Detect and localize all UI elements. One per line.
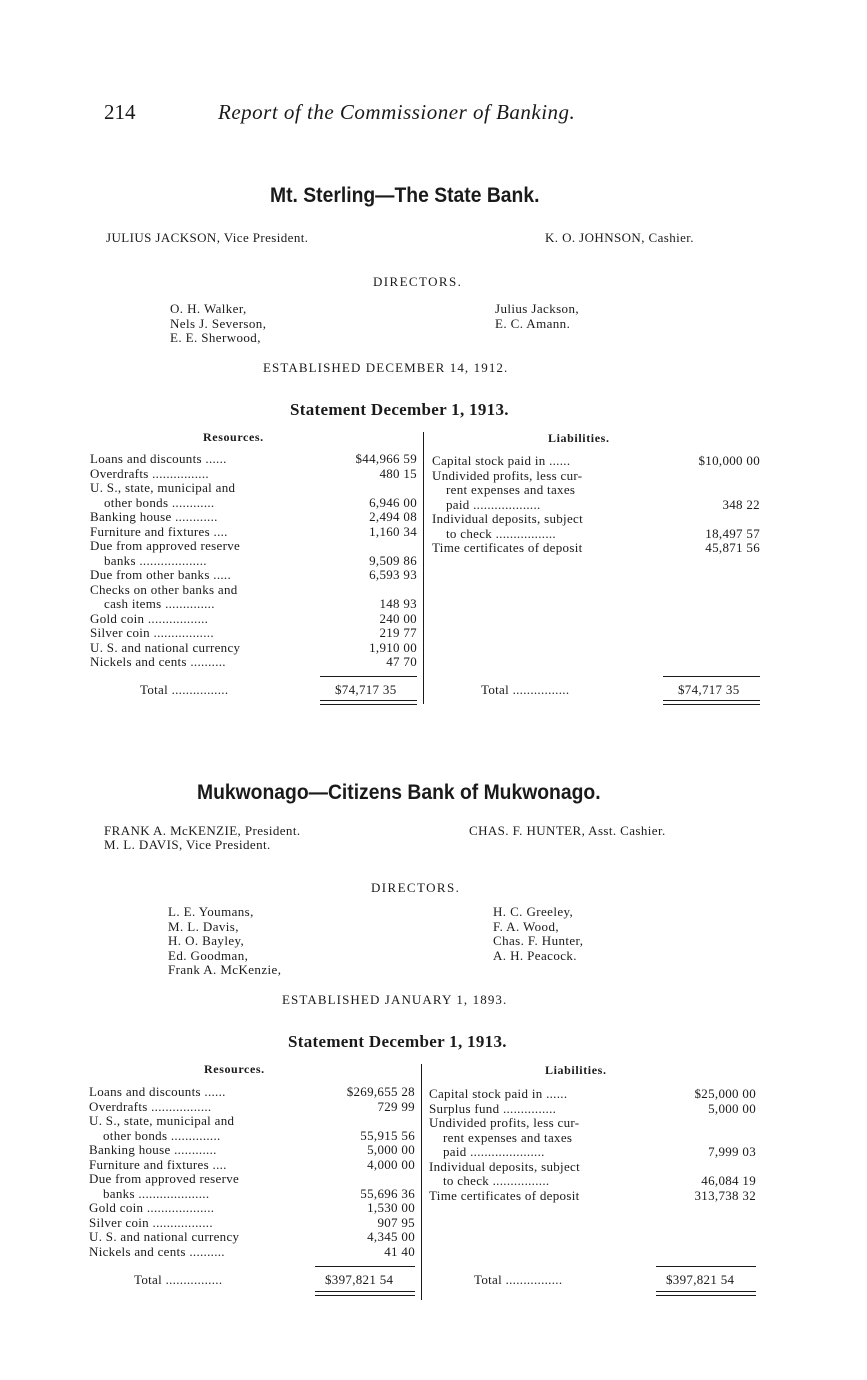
item-amount: 1,910 00 [369,639,417,655]
item-label: paid ................... [446,496,541,512]
item-amount: 6,593 93 [369,567,417,582]
table-row [429,1189,756,1204]
item-label: Capital stock paid in ...... [432,453,571,468]
table-row [89,1143,415,1158]
item-label: Silver coin ................. [90,625,214,640]
item-amount: 4,000 00 [367,1156,415,1172]
table-row [90,568,417,583]
item-amount: 55,915 56 [360,1127,415,1143]
item-label: Capital stock paid in ...... [429,1086,568,1101]
item-amount: 9,509 86 [369,552,417,568]
item-amount: $10,000 00 [698,453,760,468]
table-row [90,626,417,641]
page-number: 214 [104,100,136,124]
table-row [89,1172,415,1187]
table-row [89,1100,415,1115]
established-date: ESTABLISHED JANUARY 1, 1893. [282,992,508,1007]
item-label: Overdrafts ................. [89,1098,212,1114]
director: E. C. Amann. [495,315,571,331]
director: H. C. Greeley, [493,904,574,919]
officer-president: FRANK A. McKENZIE, President. [104,823,301,838]
item-label: Nickels and cents .......... [89,1243,225,1259]
item-amount: $44,966 59 [355,451,417,466]
table-row [429,1131,756,1146]
total-label: Total ................ [481,682,570,697]
item-label: Loans and discounts ...... [90,451,227,466]
table-row [429,1116,756,1131]
table-row [432,454,760,469]
item-amount: 729 99 [377,1098,415,1114]
table-row [429,1174,756,1189]
item-label: banks .................... [103,1185,210,1201]
item-amount: $269,655 28 [346,1084,415,1099]
column-divider [423,432,424,704]
item-label: U. S. and national currency [90,639,241,655]
established-date: ESTABLISHED DECEMBER 14, 1912. [263,360,509,375]
total-liabilities: $74,717 35 [678,682,740,697]
resources-table [90,452,417,670]
director: O. H. Walker, [170,301,247,316]
item-amount: 18,497 57 [705,525,760,541]
item-amount: 219 77 [379,625,417,640]
table-row [432,469,760,484]
subtotal-rule [315,1266,415,1267]
table-row [89,1187,415,1202]
table-row [90,496,417,511]
item-amount: 55,696 36 [360,1185,415,1201]
table-row [90,525,417,540]
table-row [432,541,760,556]
item-label: Gold coin ................... [89,1200,215,1215]
directors-heading: DIRECTORS. [371,880,461,895]
table-row [89,1085,415,1100]
item-label: Nickels and cents .......... [90,654,226,669]
subtotal-rule [656,1266,756,1267]
director: M. L. Davis, [168,918,239,934]
running-title: Report of the Commissioner of Banking. [218,100,576,124]
item-label: Individual deposits, subject [429,1158,581,1174]
table-row [89,1129,415,1144]
item-label: Loans and discounts ...... [89,1084,226,1099]
item-amount: 41 40 [384,1243,415,1259]
item-label: Due from approved reserve [90,538,241,553]
table-row [89,1201,415,1216]
officer-asst-cashier: CHAS. F. HUNTER, Asst. Cashier. [469,823,666,838]
item-label: to check ................ [443,1173,550,1188]
directors-heading: DIRECTORS. [373,274,463,289]
director: F. A. Wood, [493,918,560,934]
item-label: Gold coin ................. [90,610,209,626]
table-row [90,510,417,525]
item-amount: 148 93 [379,596,417,611]
item-label: Overdrafts ................ [90,465,209,481]
bank-title: Mukwonago—Citizens Bank of Mukwonago. [197,781,601,804]
total-label: Total ................ [134,1272,223,1287]
item-label: Undivided profits, less cur- [432,467,583,483]
subtotal-rule [320,676,417,677]
item-amount: 240 00 [379,610,417,626]
table-row [90,467,417,482]
item-label: Due from approved reserve [89,1171,240,1186]
item-label: U. S., state, municipal and [89,1113,235,1128]
item-label: rent expenses and taxes [446,482,576,497]
double-rule [320,700,417,705]
double-rule [663,700,760,705]
statement-title: Statement December 1, 1913. [290,400,509,419]
table-row [90,655,417,670]
item-label: cash items .............. [104,596,215,611]
item-amount: 6,946 00 [369,494,417,510]
director: L. E. Youmans, [168,904,254,919]
officer-vice-president: JULIUS JACKSON, Vice President. [106,230,309,245]
item-label: Checks on other banks and [90,581,238,597]
table-row [429,1087,756,1102]
item-amount: 5,000 00 [708,1100,756,1116]
table-row [89,1114,415,1129]
item-label: U. S., state, municipal and [90,480,236,495]
table-row [89,1245,415,1260]
table-row [90,539,417,554]
item-amount: 47 70 [386,654,417,669]
table-row [90,612,417,627]
table-row [429,1160,756,1175]
liabilities-heading: Liabilities. [545,1063,607,1077]
table-row [90,554,417,569]
item-amount: 45,871 56 [705,540,760,555]
liabilities-table [429,1087,756,1203]
item-amount: 313,738 32 [694,1187,756,1203]
item-label: U. S. and national currency [89,1229,240,1244]
table-row [90,641,417,656]
item-label: Banking house ............ [89,1142,217,1157]
total-liabilities: $397,821 54 [666,1272,735,1287]
total-resources: $397,821 54 [325,1272,394,1287]
table-row [429,1145,756,1160]
item-label: Due from other banks ..... [90,567,232,582]
item-amount: 7,999 03 [708,1144,756,1159]
item-label: Time certificates of deposit [432,540,583,555]
director: A. H. Peacock. [493,947,577,963]
table-row [432,498,760,513]
table-row [90,481,417,496]
officer-cashier: K. O. JOHNSON, Cashier. [545,230,694,245]
item-amount: 480 15 [379,465,417,481]
bank-title: Mt. Sterling—The State Bank. [270,184,540,207]
item-label: Undivided profits, less cur- [429,1115,580,1130]
double-rule [656,1291,756,1296]
director: Nels J. Severson, [170,315,267,331]
subtotal-rule [663,676,760,677]
item-label: to check ................. [446,525,556,541]
column-divider [421,1064,422,1300]
item-label: Furniture and fixtures .... [90,523,228,539]
item-label: paid ..................... [443,1144,545,1159]
director: Chas. F. Hunter, [493,933,584,948]
item-label: other bonds ............ [104,494,215,510]
resources-heading: Resources. [203,430,264,444]
table-row [90,452,417,467]
item-amount: $25,000 00 [694,1086,756,1101]
item-amount: 4,345 00 [367,1229,415,1244]
table-row [90,583,417,598]
table-row [89,1216,415,1231]
table-row [432,527,760,542]
directors-list-right [493,905,583,963]
item-label: Individual deposits, subject [432,511,584,526]
item-amount: 46,084 19 [701,1173,756,1188]
director: Julius Jackson, [495,301,579,316]
double-rule [315,1291,415,1296]
total-label: Total ................ [140,682,229,697]
item-label: Surplus fund ............... [429,1100,557,1116]
item-label: Banking house ............ [90,509,218,524]
director: E. E. Sherwood, [170,330,261,345]
item-amount: 348 22 [722,496,760,512]
item-label: Time certificates of deposit [429,1187,580,1203]
item-amount: 5,000 00 [367,1142,415,1157]
directors-list-left [168,905,281,978]
table-row [89,1230,415,1245]
item-label: rent expenses and taxes [443,1129,573,1145]
total-resources: $74,717 35 [335,682,397,697]
resources-heading: Resources. [204,1062,265,1076]
director: H. O. Bayley, [168,933,245,948]
liabilities-heading: Liabilities. [548,431,610,445]
item-label: banks ................... [104,552,207,568]
item-amount: 1,530 00 [367,1200,415,1215]
directors-list-left [170,302,266,346]
item-label: other bonds .............. [103,1127,221,1143]
director: Frank A. McKenzie, [168,962,282,977]
liabilities-table [432,454,760,556]
item-amount: 2,494 08 [369,509,417,524]
resources-table [89,1085,415,1259]
statement-title: Statement December 1, 1913. [288,1032,507,1051]
director: Ed. Goodman, [168,947,249,963]
officer-vice-president: M. L. DAVIS, Vice President. [104,837,271,852]
table-row [89,1158,415,1173]
item-label: Silver coin ................. [89,1214,213,1230]
item-label: Furniture and fixtures .... [89,1156,227,1172]
item-amount: 1,160 34 [369,523,417,539]
table-row [429,1102,756,1117]
table-row [432,512,760,527]
directors-list-right [495,302,579,331]
item-amount: 907 95 [377,1214,415,1230]
total-label: Total ................ [474,1272,563,1287]
table-row [90,597,417,612]
table-row [432,483,760,498]
